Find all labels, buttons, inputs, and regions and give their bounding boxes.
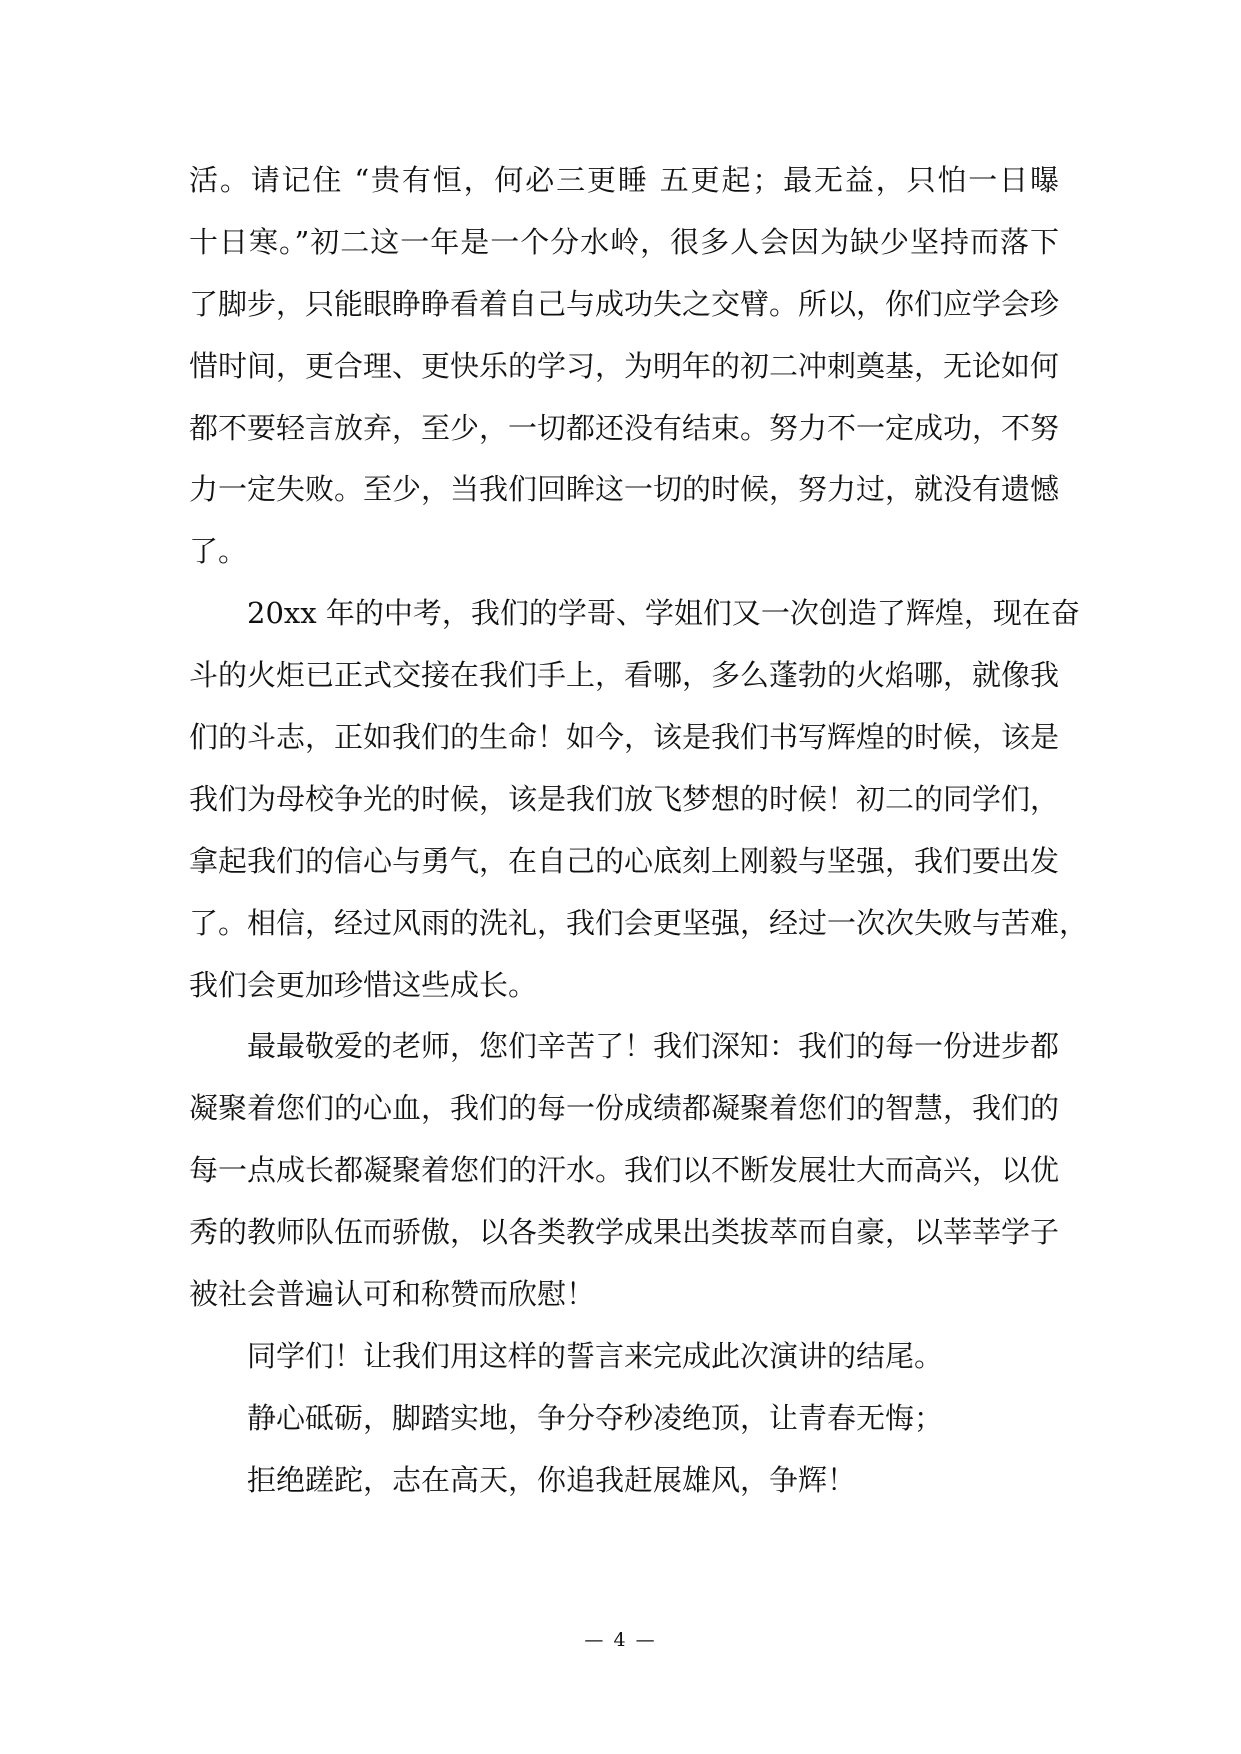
text-line: 斗的火炬已正式交接在我们手上，看哪，多么蓬勃的火焰哪，就像我 [189, 658, 1060, 693]
paragraph [189, 1388, 1059, 1450]
text-line: 拿起我们的信心与勇气，在自己的心底刻上刚毅与坚强，我们要出发 [189, 843, 1060, 878]
paragraph [189, 1450, 1059, 1512]
text-line: 凝聚着您们的心血，我们的每一份成绩都凝聚着您们的智慧，我们的 [189, 1091, 1060, 1126]
text-line: 了。相信，经过风雨的洗礼，我们会更坚强，经过一次次失败与苦难， [189, 905, 1089, 940]
text-line: 惜时间，更合理、更快乐的学习，为明年的初二冲刺奠基，无论如何 [189, 348, 1060, 383]
text-line: 们的斗志，正如我们的生命！如今，该是我们书写辉煌的时候，该是 [189, 720, 1060, 755]
text-line: 静心砥砺，脚踏实地，争分夺秒凌绝顶，让青春无悔； [247, 1400, 944, 1435]
paragraph [189, 1016, 1059, 1325]
text-line: 拒绝蹉跎，志在高天，你追我赶展雄风，争辉！ [247, 1462, 857, 1497]
text-line: 最最敬爱的老师，您们辛苦了！我们深知：我们的每一份进步都 [247, 1029, 1060, 1064]
text-line: 被社会普遍认可和称赞而欣慰！ [189, 1277, 596, 1312]
paragraph [189, 583, 1089, 1016]
page-number: — 4 — [584, 1629, 657, 1651]
text-line: 活。请记住 “贵有恒，何必三更睡 五更起；最无益，只怕一日曝 [189, 163, 1059, 197]
paragraph [189, 150, 1059, 583]
text-line: 秀的教师队伍而骄傲，以各类教学成果出类拔萃而自豪，以莘莘学子 [189, 1215, 1060, 1250]
paragraph [189, 1326, 1059, 1388]
text-line: 同学们！让我们用这样的誓言来完成此次演讲的结尾。 [247, 1338, 944, 1373]
document-body [189, 150, 1089, 1512]
text-line: 了脚步，只能眼睁睁看着自己与成功失之交臂。所以，你们应学会珍 [189, 286, 1060, 321]
text-line: 都不要轻言放弃，至少，一切都还没有结束。努力不一定成功，不努 [189, 410, 1060, 445]
text-line: 力一定失败。至少，当我们回眸这一切的时候，努力过，就没有遗憾 [189, 472, 1060, 507]
text-line: 了。 [189, 534, 248, 569]
text-line: 20xx 年的中考，我们的学哥、学姐们又一次创造了辉煌，现在奋 [247, 596, 1080, 631]
text-line: 每一点成长都凝聚着您们的汗水。我们以不断发展壮大而高兴，以优 [189, 1153, 1060, 1188]
text-line: 十日寒。”初二这一年是一个分水岭，很多人会因为缺少坚持而落下 [189, 224, 1059, 259]
text-line: 我们为母校争光的时候，该是我们放飞梦想的时候！初二的同学们， [189, 781, 1060, 816]
text-line: 我们会更加珍惜这些成长。 [189, 967, 538, 1002]
